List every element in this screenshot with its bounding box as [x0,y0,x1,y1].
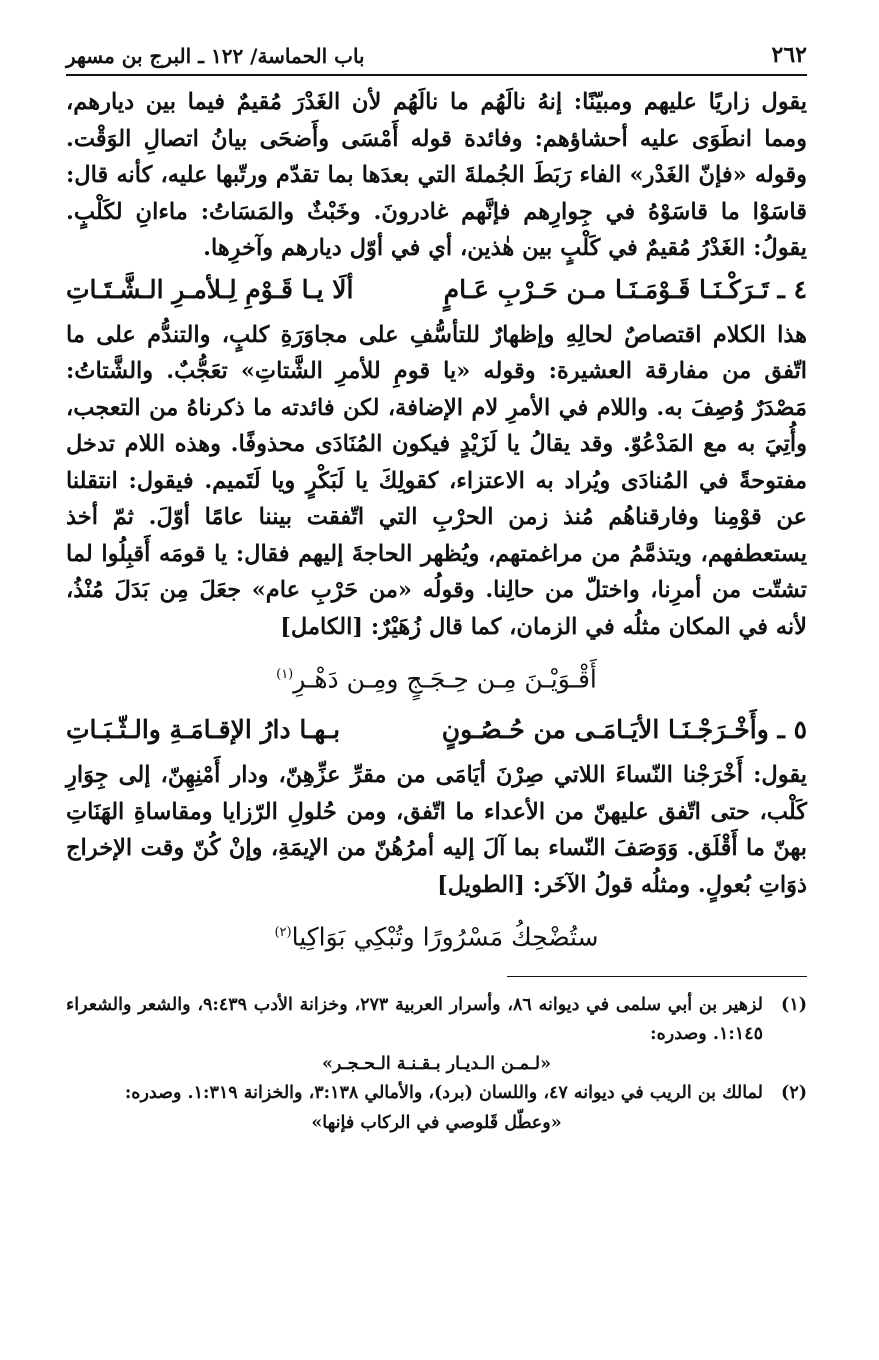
footnote-2-number: (٢) [781,1082,807,1103]
page-header [66,42,807,76]
quoted-verse-1-text: أَقْـوَيْـنَ مِـن حِـجَـجٍ ومِـن دَهْـرِ [293,664,597,694]
footnote-2-quote: «وعطّل قَلوصي في الركاب فإنها» [311,1112,562,1133]
footnote-1-quote: «لـمـن الـديـار بـقـنـة الـحـجـر» [321,1053,552,1074]
quoted-verse-2 [66,913,807,957]
footnote-divider [507,976,807,977]
footnote-1 [66,991,807,1049]
footnote-ref-2: (٢) [274,925,292,941]
quoted-verse-1 [66,655,807,699]
quoted-verse-2-text: ستُضْحِكُ مَسْرُورًا وتُبْكِي بَوَاكِيا [291,922,599,952]
commentary-paragraph-1: يقول زاريًا عليهم ومبيّنًا: إنهُ نالَهُم ما نالَهُم لأن الغَدْرَ مُقيمٌ فيما بين ديارهم، ومما انطَوَى عليه أحشاؤهم: وفائدة قوله أَمْسَى وأَضحَى بيانُ اتصالِ الوَقْت. وقوله «فإنّ الغَدْر» الفاء رَبَطَ الجُملةَ التي بعدَها بما تقدّم ورتّبها عليه، كأنه قال: قاسَوْا ما قاسَوْهُ في جِوارِهم فإنَّهم غادرونَ. وخَبْثٌ والمَسَاتُ: ماءانِ لكَلْبٍ. يقولُ: الغَدْرُ مُقيمٌ في كَلْبٍ بين هٰذين، أي في أوّل ديارهم وآخرِها. [66,89,807,261]
running-title: باب الحماسة/ ١٢٢ ـ البرج بن مسهر [66,44,365,68]
page-number: ٢٦٢ [771,42,807,68]
commentary-paragraph-3: يقول: أَخْرَجْنا النّساءَ اللاتي صِرْنَ أيَامَى من مقرِّ عزِّهِنّ، ودار أَمْنِهِنّ، إلى جِوَارِ كَلْب، حتى اتّفق عليهنّ من الأعداء ما اتّفق، ومن حُلولِ الرّزايا ومقاساةِ الهَنَاتِ بهنّ ما أَقْلَق. وَوَصَفَ النّساء بما آلَ إليه أمرُهُنّ من الإيمَةِ، وإنْ كُنّ وقت الإخراج ذوَاتِ بُعولٍ. ومثلُه قولُ الآخَر: [الطويل] [66,762,807,898]
footnote-ref-1: (١) [276,667,294,682]
verse-5-first-hemistich: ٥ ـ وأَخْـرَجْـنَـا الأيَـامَـى من حُـصُـونٍ [441,715,807,745]
verse-4-first-hemistich: ٤ ـ تَـرَكْـنَـا قَـوْمَـنَـا مـن حَـرْبِ عَـامٍ [443,274,807,304]
main-text [66,84,807,958]
verse-4 [66,271,807,309]
footnotes [66,991,807,1138]
verse-4-second-hemistich: ألَا يـا قَـوْمِ لِـلأمـرِ الـشَّـتَـاتِ [66,274,354,304]
verse-5-second-hemistich: بـهـا دارُ الإقـامَـةِ والـثّـبَـاتِ [66,715,341,745]
footnote-1-text: لزهير بن أبي سلمى في ديوانه ٨٦، وأسرار العربية ٢٧٣، وخزانة الأدب ٩:٤٣٩، والشعر والشعراء ١:١٤٥. وصدره: [66,994,763,1044]
footnote-2-text: لمالك بن الريب في ديوانه ٤٧، واللسان (برد)، والأمالي ٣:١٣٨، والخزانة ١:٣١٩. وصدره: [124,1082,763,1103]
verse-5 [66,711,807,749]
footnote-1-number: (١) [781,994,807,1015]
footnote-2 [66,1079,807,1108]
commentary-paragraph-2: هذا الكلام اقتصاصٌ لحالِهِ وإظهارٌ للتأسُّفِ على مجاوَرَةِ كلبٍ، والتندُّم على ما اتّفق من مفارقة العشيرة: وقوله «يا قومِ للأمرِ الشَّتاتِ» تعَجُّبٌ. والشَّتاتُ: مَصْدَرٌ وُصِفَ به. واللام في الأمرِ لام الإضافة، لكن فائدته ما ذكرناهُ من التعجب، وأُتِيَ به مع المَدْعُوّ. وقد يقالُ يا لَزَيْدٍ فيكون المُنَادَى محذوفًا. وهذه اللام تدخل مفتوحةً في المُنادَى ويُراد به الاعتزاء، كقولِكَ يا لَبَكْرٍ ويا لَتَميم. فيقول: انتقلنا عن قوْمِنا وفارقناهُم مُنذ زمن الحرْبِ التي اتّفقت بيننا عامًا أوّلَ. ثمّ أخذ يستعطفهم، ويتذمَّمُ من مراغمتهم، ويُظهر الحاجةَ إليهم فقال: يا قومَه أَقبِلُوا لما تشتّت من أمرِنا، واختلّ من حالِنا. وقولُه «من حَرْبِ عام» جعَلَ مِن بَدَلَ مُنْذُ، لأنه في المكان مثلُه في الزمان، كما قال زُهَيْرٌ: [الكامل] [66,321,807,640]
